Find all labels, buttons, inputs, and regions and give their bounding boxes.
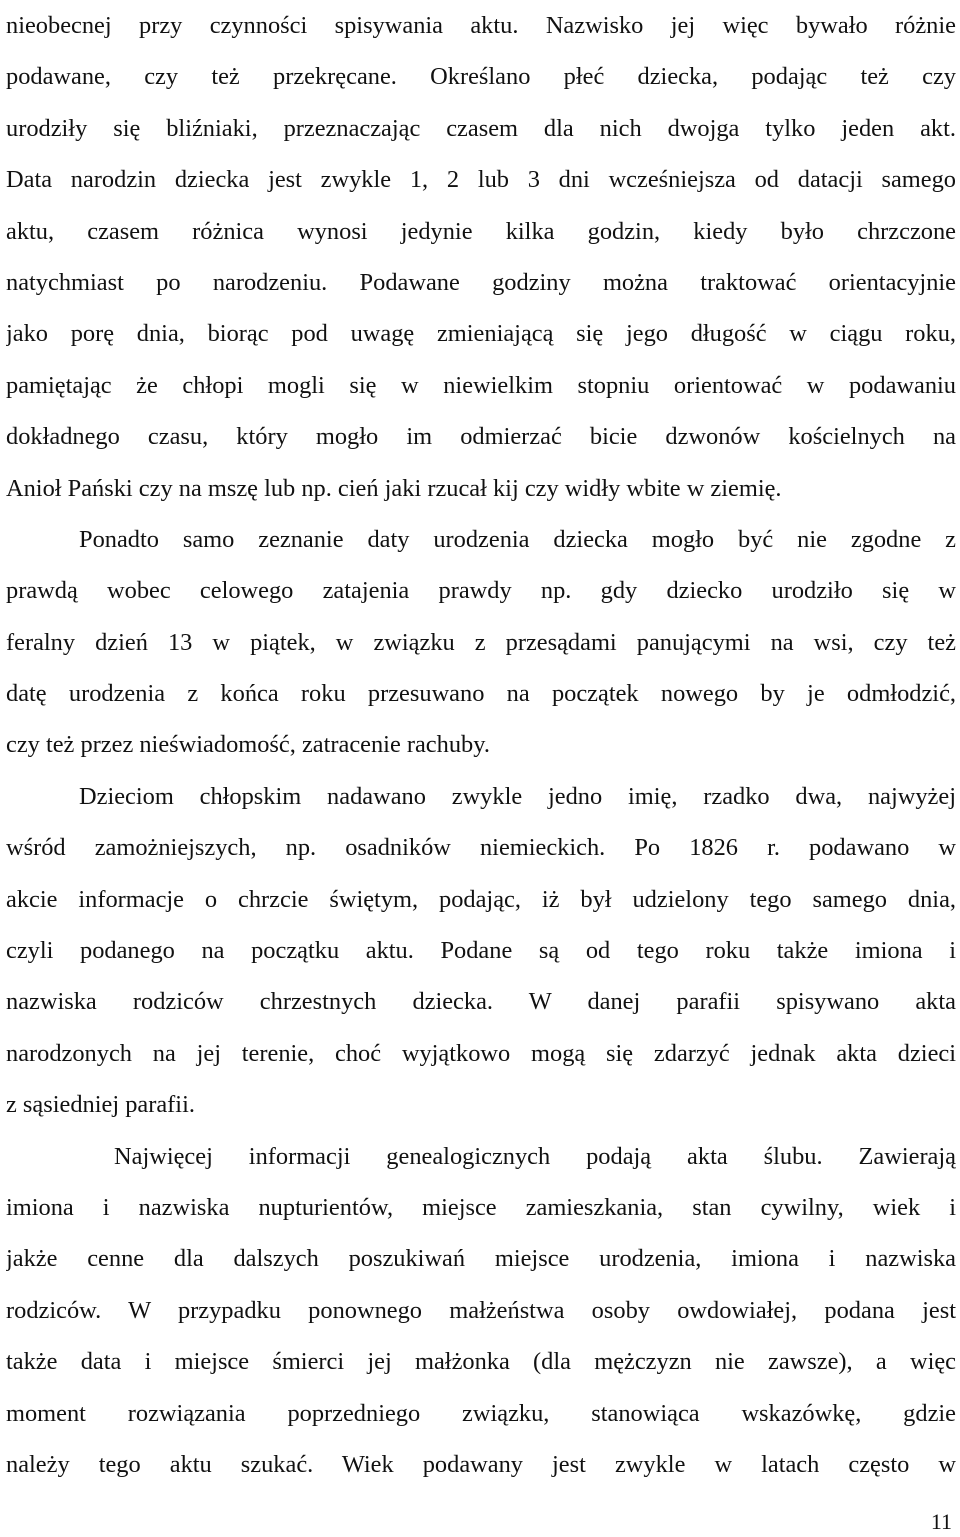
text-line-19: czyli podanego na początku aktu. Podane są od tego roku także imiona i (6, 937, 956, 965)
page-number: 11 (930, 1509, 952, 1534)
text-line-14: datę urodzenia z końca roku przesuwano na początek nowego by je odmłodzić, (6, 680, 956, 708)
text-line-22: z sąsiedniej parafii. (6, 1091, 195, 1119)
text-line-3: urodziły się bliźniaki, przeznaczając czasem dla nich dwojga tylko jeden akt. (6, 114, 956, 142)
document-page (6, 0, 956, 1490)
text-line-12: prawdą wobec celowego zatajenia prawdy np. gdy dziecko urodziło się w (6, 577, 956, 605)
text-line-16: Dzieciom chłopskim nadawano zwykle jedno imię, rzadko dwa, najwyżej (79, 782, 956, 810)
text-line-13: feralny dzień 13 w piątek, w związku z przesądami panującymi na wsi, czy też (6, 628, 956, 656)
text-line-15: czy też przez nieświadomość, zatracenie rachuby. (6, 731, 490, 759)
text-line-21: narodzonych na jej terenie, choć wyjątkowo mogą się zdarzyć jednak akta dzieci (6, 1039, 956, 1067)
text-line-20: nazwiska rodziców chrzestnych dziecka. W danej parafii spisywano akta (6, 988, 956, 1016)
text-line-9: dokładnego czasu, który mogło im odmierzać bicie dzwonów kościelnych na (6, 423, 956, 451)
text-line-5: aktu, czasem różnica wynosi jedynie kilka godzin, kiedy było chrzczone (6, 217, 956, 245)
text-line-4: Data narodzin dziecka jest zwykle 1, 2 lub 3 dni wcześniejsza od datacji samego (6, 166, 956, 194)
text-line-27: także data i miejsce śmierci jej małżonka (dla mężczyzn nie zawsze), a więc (6, 1348, 956, 1376)
text-line-18: akcie informacje o chrzcie świętym, podając, iż był udzielony tego samego dnia, (6, 885, 956, 913)
text-line-8: pamiętając że chłopi mogli się w niewielkim stopniu orientować w podawaniu (6, 371, 956, 399)
text-line-6: natychmiast po narodzeniu. Podawane godziny można traktować orientacyjnie (6, 268, 956, 296)
text-line-26: rodziców. W przypadku ponownego małżeństwa osoby owdowiałej, podana jest (6, 1296, 956, 1324)
text-line-1: nieobecnej przy czynności spisywania aktu. Nazwisko jej więc bywało różnie (6, 12, 956, 39)
text-line-28: moment rozwiązania poprzedniego związku, stanowiąca wskazówkę, gdzie (6, 1399, 956, 1427)
text-line-7: jako porę dnia, biorąc pod uwagę zmieniającą się jego długość w ciągu roku, (6, 320, 956, 348)
text-line-11: Ponadto samo zeznanie daty urodzenia dziecka mogło być nie zgodne z (79, 525, 956, 553)
text-line-24: imiona i nazwiska nupturientów, miejsce zamieszkania, stan cywilny, wiek i (6, 1193, 956, 1221)
text-line-2: podawane, czy też przekręcane. Określano płeć dziecka, podając też czy (6, 63, 956, 91)
text-line-23: Najwięcej informacji genealogicznych podają akta ślubu. Zawierają (114, 1142, 956, 1170)
text-line-10: Anioł Pański czy na mszę lub np. cień jaki rzucał kij czy widły wbite w ziemię. (6, 474, 782, 502)
text-line-17: wśród zamożniejszych, np. osadników niemieckich. Po 1826 r. podawano w (6, 834, 956, 862)
text-line-29: należy tego aktu szukać. Wiek podawany jest zwykle w latach często w (6, 1450, 956, 1478)
text-line-25: jakże cenne dla dalszych poszukiwań miejsce urodzenia, imiona i nazwiska (6, 1245, 956, 1273)
